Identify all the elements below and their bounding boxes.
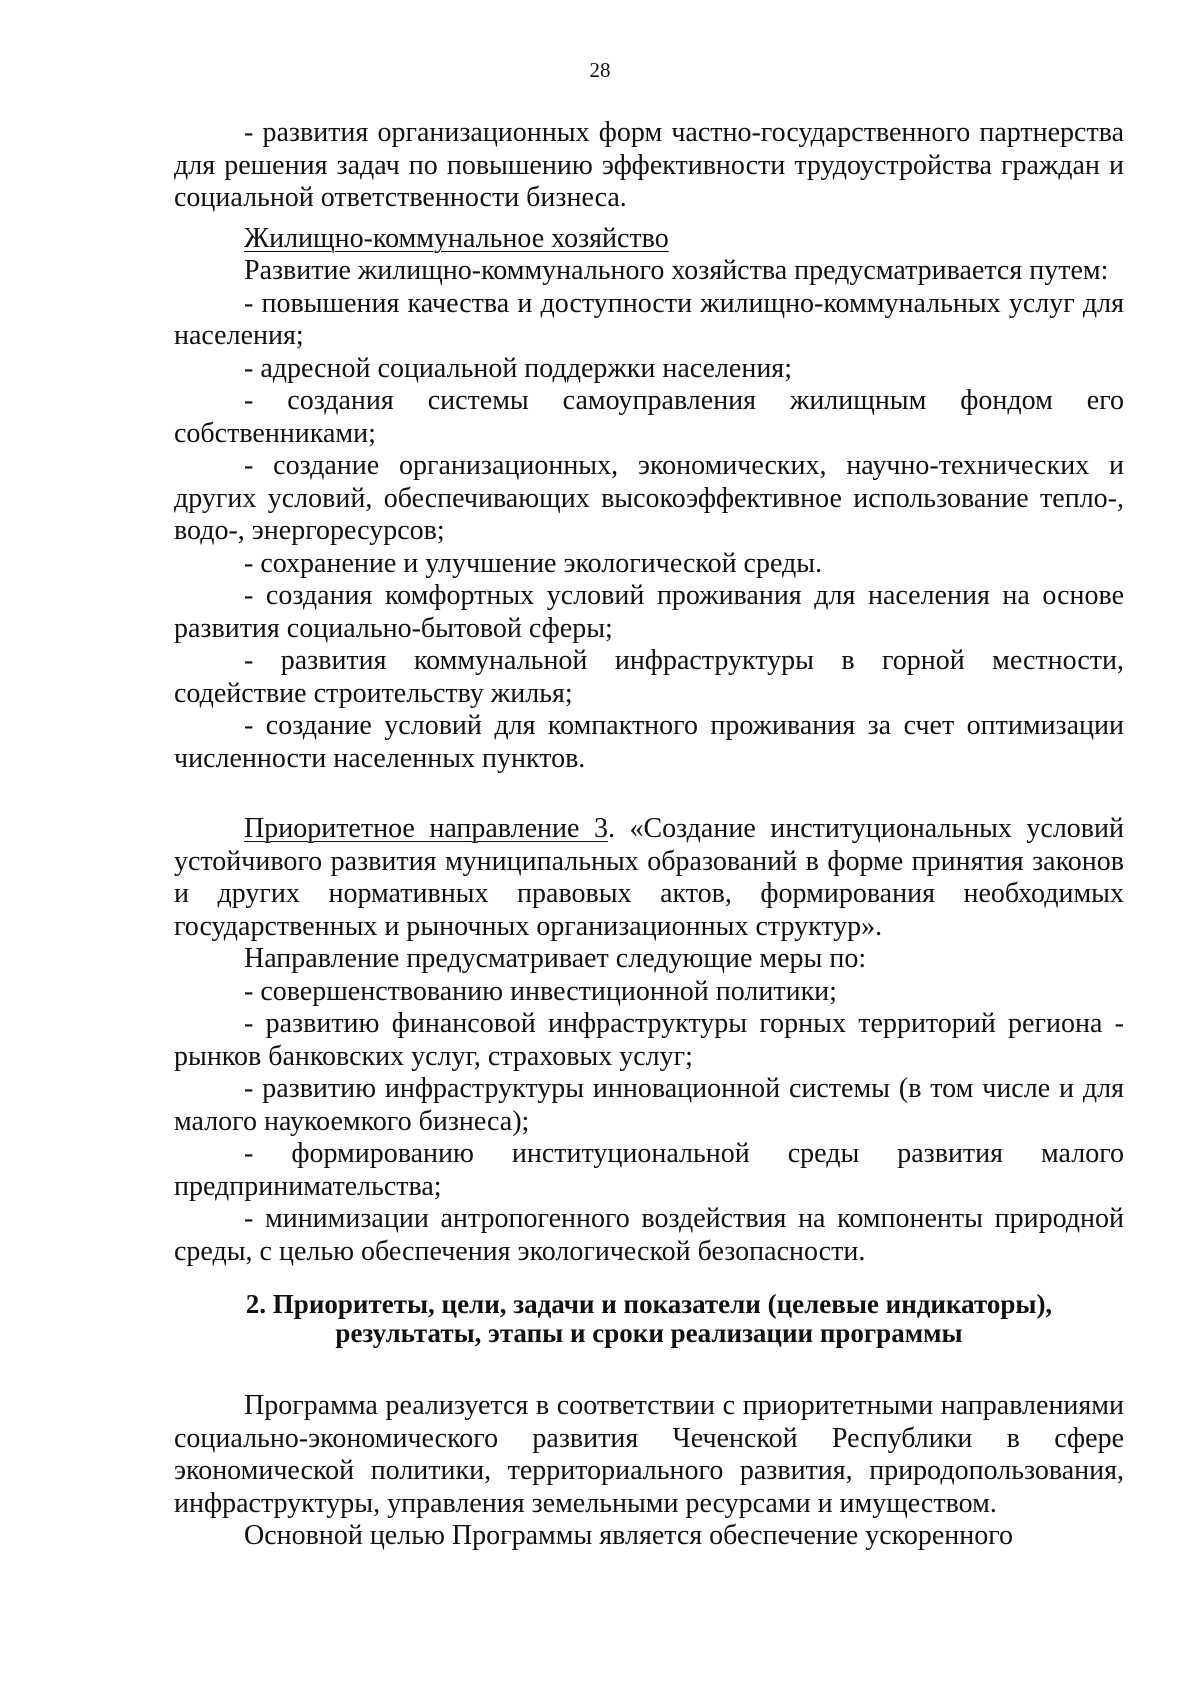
paragraph-ppp: - развития организационных форм частно-государственного партнерства для решения задач по повышению эффективности трудоустройства граждан и социальной ответственности бизнеса. <box>174 117 1124 213</box>
priority-3-lead: Направление предусматривает следующие меры по: <box>244 943 867 974</box>
housing-item: - развития коммунальной инфраструктуры в горной местности, содействие строительству жилья; <box>174 645 1124 709</box>
housing-item: - повышения качества и доступности жилищно-коммунальных услуг для населения; <box>174 287 1124 351</box>
housing-item: - сохранение и улучшение экологической среды. <box>244 547 823 579</box>
section-2-heading <box>174 1290 1124 1348</box>
priority-3-item: - формированию институциональной среды развития малого предпринимательства; <box>174 1138 1124 1202</box>
housing-item: - адресной социальной поддержки населения; <box>244 352 792 384</box>
priority-3-item: - развитию финансовой инфраструктуры горных территорий региона - рынков банковских услуг, страховых услуг; <box>174 1008 1124 1072</box>
section-title-housing <box>174 223 1124 256</box>
priority-3-item: - минимизации антропогенного воздействия на компоненты природной среды, с целью обеспечения экологической безопасности. <box>174 1203 1124 1267</box>
housing-title: Жилищно-коммунальное хозяйство <box>244 222 669 254</box>
section-2-paragraph: Основной целью Программы является обеспечение ускоренного <box>244 1520 1014 1551</box>
housing-item: - создание организационных, экономических, научно-технических и других условий, обеспечивающих высокоэффективное использование тепло-, водо-, энергоресурсов; <box>174 450 1124 546</box>
priority-3-item: - совершенствованию инвестиционной политики; <box>244 975 837 1007</box>
page-number: 28 <box>589 58 611 82</box>
section-2-paragraph: Программа реализуется в соответствии с приоритетными направлениями социально-экономического развития Чеченской Республики в сфере экономической политики, территориального развития, природопользования, инфраструктуры, управления земельными ресурсами и имуществом. <box>174 1390 1124 1519</box>
priority-3-label: Приоритетное направление 3 <box>244 813 608 844</box>
section-2-heading-line: результаты, этапы и сроки реализации программы <box>335 1318 963 1348</box>
priority-3-text: . «Создание институциональных условий устойчивого развития муниципальных образований в форме принятия законов и других нормативных правовых актов, формирования необходимых государственных и рыночных организационных структур». <box>174 813 1124 942</box>
housing-item: - создания системы самоуправления жилищным фондом его собственниками; <box>174 385 1124 449</box>
page-content <box>174 117 1124 1553</box>
priority-3-item: - развитию инфраструктуры инновационной системы (в том числе и для малого наукоемкого бизнеса); <box>174 1073 1124 1137</box>
priority-3-paragraph <box>174 813 1124 943</box>
housing-item: - создание условий для компактного проживания за счет оптимизации численности населенных пунктов. <box>174 710 1124 774</box>
housing-item: - создания комфортных условий проживания для населения на основе развития социально-бытовой сферы; <box>174 580 1124 644</box>
section-2-heading-line: 2. Приоритеты, цели, задачи и показатели (целевые индикаторы), <box>245 1289 1053 1319</box>
housing-lead: Развитие жилищно-коммунального хозяйства предусматривается путем: <box>244 255 1109 286</box>
